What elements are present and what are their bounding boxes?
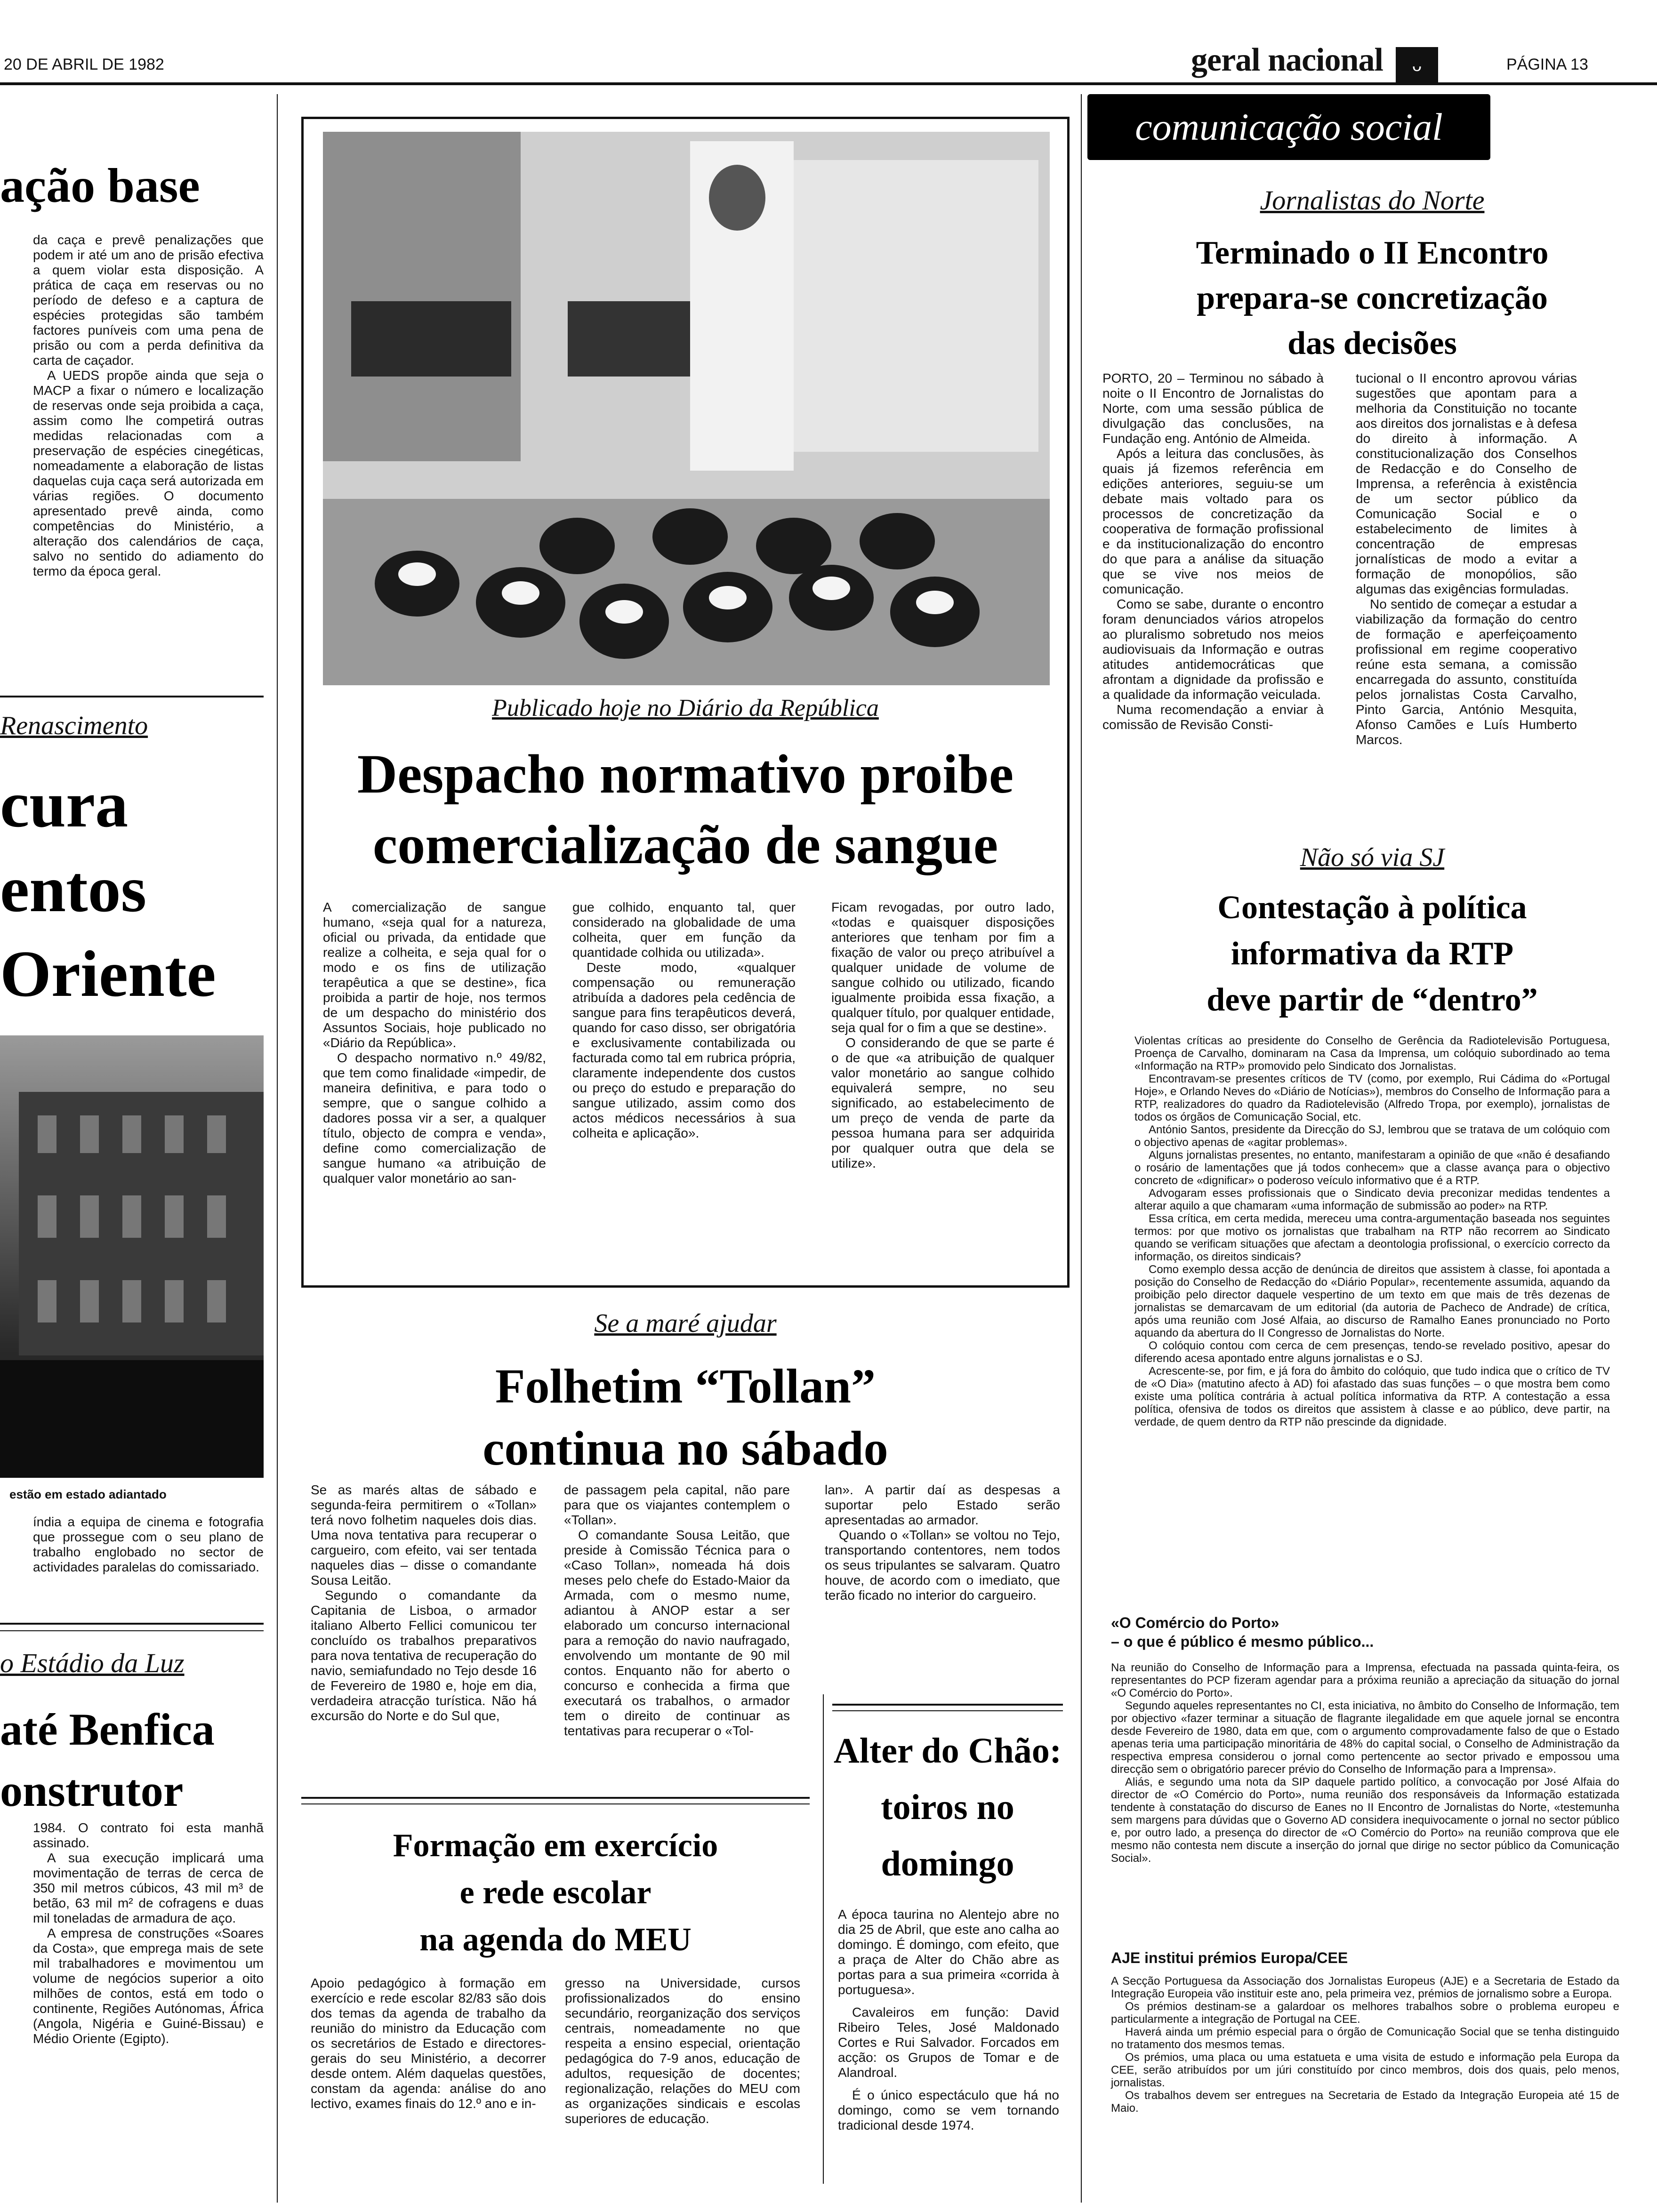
headline-line: deve partir de “dentro”: [1207, 982, 1538, 1018]
headline-line: continua no sábado: [483, 1421, 888, 1475]
blood-bags-photo: [323, 132, 1050, 685]
blood-column-1: [323, 900, 546, 1186]
headline-line: prepara-se concretização: [1197, 280, 1548, 316]
paragraph: Essa crítica, em certa medida, mereceu uma contra-argumentação baseada nos seguintes termos: por que motivo os jornalistas que trabalham na RTP não recorrem ao Sindicato quando se verificam situações que afectam a deontologia profissional, o exercício correcto da informação, os direitos sindicais?: [1134, 1212, 1610, 1263]
comsocial-column-a: [1102, 371, 1324, 732]
paragraph: A Secção Portuguesa da Associação dos Jornalistas Europeus (AJE) e a Secretaria de Estado da Integração Europeia vão instituir este ano, pela primeira vez, prémios de jornalismo sobre a Europa.: [1111, 1975, 1619, 2000]
left-body-3: [33, 1820, 264, 2046]
comsocial-banner-label: comunicação social: [1135, 105, 1443, 148]
headline-line: até Benfica: [0, 1704, 215, 1755]
left-body-1: [33, 232, 264, 579]
masthead-page-number: PÁGINA 13: [1506, 56, 1588, 73]
headline-line: das decisões: [1287, 325, 1457, 361]
headline-line: toiros no: [881, 1787, 1014, 1827]
paragraph: Segundo aqueles representantes no CI, esta iniciativa, no âmbito do Conselho de Informação, tem por objectivo «fazer terminar a situação de flagrante ilegalidade em que aquele jornal se encontra desde Fevereiro de 1980, data em que, com o argumento comprovadamente falso de que o Estado apenas teria uma participação minoritária de 48% do capital social, o Conselho de Administração da respectiva empresa considerou o jornal como pertencente ao sector privado e empossou uma direcção sem o obrigatório parecer prévio do Conselho de Informação para a Imprensa».: [1111, 1699, 1619, 1776]
tollan-kicker: Se a maré ajudar: [594, 1309, 777, 1338]
column-rule: [1081, 94, 1082, 2203]
headline-line: domingo: [881, 1844, 1014, 1883]
paragraph: A comercialização de sangue humano, «seja qual for a natureza, oficial ou privada, da entidade que realize a colheita, e seja qual for o modo e os fins de utilização terapêutica a que se destine», fica proibida a partir de hoje, nos termos de um despacho do ministério dos Assuntos Sociais, hoje publicado no «Diário da República».: [323, 900, 546, 1050]
alter-body: [838, 1907, 1059, 2133]
paragraph: Após a leitura das conclusões, às quais já fizemos referência em edições anteriores, seguiu-se um debate mais voltado para os processos de concretização da cooperativa de formação profissional e da institucionalização do encontro do que para a análise da situação que se vive nos meios de comunicação.: [1102, 446, 1324, 596]
paragraph: PORTO, 20 – Terminou no sábado à noite o II Encontro de Jornalistas do Norte, com uma sessão pública de divulgação das conclusões, na Fundação eng. António de Almeida.: [1102, 371, 1324, 446]
comsocial-kicker-1: Jornalistas do Norte: [1260, 185, 1485, 216]
tollan-column-1: [311, 1483, 537, 1723]
meu-column-1: [311, 1976, 546, 2111]
divider: [0, 1623, 264, 1625]
headline-line: Despacho normativo proibe: [357, 743, 1014, 805]
divider: [0, 696, 264, 697]
divider: [0, 1630, 264, 1631]
headline-line: Folhetim “Tollan”: [495, 1359, 876, 1413]
blood-bags-photo-image: [323, 132, 1050, 685]
paragraph: Os trabalhos devem ser entregues na Secretaria de Estado da Integração Europeia até 15 de Maio.: [1111, 2089, 1619, 2115]
building-photo-image: [0, 1035, 264, 1478]
column-rule: [277, 94, 278, 2203]
left-kicker-2: Renascimento: [0, 711, 148, 740]
paragraph: Cavaleiros em função: David Ribeiro Teles, José Maldonado Cortes e Rui Salvador. Forcados em acção: os Grupos de Tomar e de Alandroal.: [838, 2005, 1059, 2080]
paragraph: Como exemplo dessa acção de denúncia de direitos que assistem à classe, foi apontada a posição do Conselho de Redacção do «Diário Popular», recentemente assumida, aquando da proibição pelo director daquele vespertino de um texto em que mais de três dezenas de jornalistas se demarcavam de um editorial (da autoria de Pacheco de Andrade) de crítica, após uma reunião com José Alfaia, ao discurso de Ramalho Eanes pronunciado no Porto aquando da abertura do II Congresso de Jornalistas do Norte.: [1134, 1263, 1610, 1339]
left-headline-3: [0, 1699, 264, 1821]
blood-column-2: [572, 900, 796, 1141]
aje-body: [1111, 1975, 1619, 2115]
paragraph: Ficam revogadas, por outro lado, «todas e quaisquer disposições anteriores que tenham por fim a fixação de valor ou preço atribuível a qualquer unidade de volume de sangue colhido ou utilizado, ficando igualmente proibida essa fixação, a qualquer título, por qualquer entidade, seja qual for o fim a que se destine».: [831, 900, 1054, 1035]
left-headline-1: ação base: [0, 159, 200, 213]
left-kicker-3: o Estádio da Luz: [0, 1648, 185, 1678]
paragraph: Acrescente-se, por fim, e já fora do âmbito do colóquio, que tudo indica que o crítico de TV de «O Dia» (matutino afecto à AD) foi afastado das suas funções – o que mostra bem como existe uma política contrária à actual política informativa da RTP. A contestação a essa política, ofensiva de todos os direitos que assistem à classe e ao público, deve partir, na verdade, de quem dentro da RTP não prescinde da dignidade.: [1134, 1365, 1610, 1428]
headline-line: cura: [0, 768, 129, 841]
paragraph: A sua execução implicará uma movimentação de terras de cerca de 350 mil metros cúbicos, 43 mil m³ de betão, 63 mil m² de cofragens e duas mil toneladas de armadura de aço.: [33, 1851, 264, 1925]
tollan-headline: [301, 1355, 1070, 1480]
headline-line: Oriente: [0, 938, 216, 1010]
paragraph: gue colhido, enquanto tal, quer considerado na globalidade de uma colheita, quer em função da quantidade colhida ou utilizada».: [572, 900, 796, 960]
paragraph: Os prémios, uma placa ou uma estatueta e uma visita de estudo e informação pela Europa da CEE, serão atribuídos por um júri constituído por cinco membros, dois dos quais, pelo menos, jornalistas.: [1111, 2051, 1619, 2089]
headline-line: onstrutor: [0, 1765, 184, 1816]
paragraph: O considerando de que se parte é o de que «a atribuição de qualquer valor monetário ao sangue colhido equivalerá sempre, no seu significado, ao estabelecimento de um preço de venda de parte da pessoa humana para ser adquirida por qualquer outra que dela se utilize».: [831, 1035, 1054, 1170]
headline-line: na agenda do MEU: [419, 1922, 692, 1958]
paragraph: Apoio pedagógico à formação em exercício e rede escolar 82/83 são dois dos temas da agenda de trabalho da reunião do ministro da Educação com os secretários de Estado e directores-gerais do seu Ministério, a decorrer desde ontem. Além daquelas questões, constam da agenda: análise do ano lectivo, exames finais do 12.º ano e in-: [311, 1976, 546, 2111]
paragraph: O comandante Sousa Leitão, que preside à Comissão Técnica para o «Caso Tollan», nomeada há dois meses pelo chefe do Estado-Maior da Armada, com o mesmo nume, adiantou à ANOP estar a ser elaborado um concurso internacional para a remoção do navio naufragado, envolvendo um montante de 90 mil contos. Enquanto não for aberto o concurso e conhecida a firma que executará os trabalhos, o armador tem o direito de continuar as tentativas para recuperar o «Tol-: [564, 1528, 790, 1738]
paragraph: Haverá ainda um prémio especial para o órgão de Comunicação Social que se tenha distinguido no tratamento dos mesmos temas.: [1111, 2026, 1619, 2051]
rtp-body: [1134, 1034, 1610, 1428]
building-photo: [0, 1035, 264, 1478]
masthead-section: geral nacional: [1191, 42, 1383, 78]
paragraph: Numa recomendação a enviar à comissão de Revisão Consti-: [1102, 702, 1324, 732]
divider: [301, 1803, 810, 1804]
headline-line: entos: [0, 853, 147, 926]
paragraph: de passagem pela capital, não pare para que os viajantes contemplem o «Tollan».: [564, 1483, 790, 1527]
divider: [832, 1704, 1063, 1706]
tollan-column-2: [564, 1483, 790, 1739]
comsocial-headline-2: [1087, 885, 1657, 1023]
paragraph: António Santos, presidente da Direcção do SJ, lembrou que se tratava de um colóquio com o objectivo apenas de «agitar problemas».: [1134, 1123, 1610, 1149]
paragraph: tucional o II encontro aprovou várias sugestões que apontam para a melhoria da Constituição no tocante aos direitos dos jornalistas e à defesa do direito à informação. A constitucionalização dos Conselhos de Redacção e do Conselho de Imprensa, a referência à existência de um sector público da Comunicação Social e o estabelecimento de limites à concentração de empresas jornalísticas de modo a evitar a formação de monopólios, são algumas das exigências formuladas.: [1356, 371, 1577, 596]
paragraph: No sentido de começar a estudar a viabilização da formação do centro de formação e aperfeiçoamento profissional em regime cooperativo reúne esta semana, a comissão encarregada do assunto, constituída pelos jornalistas Costa Carvalho, Pinto Garcia, António Mesquita, Afonso Camões e Luís Humberto Marcos.: [1356, 597, 1577, 747]
paragraph: Advogaram esses profissionais que o Sindicato devia preconizar medidas tendentes a alterar aquilo a que chamaram «uma informação de submissão ao poder» na RTP.: [1134, 1187, 1610, 1212]
paragraph: lan». A partir daí as despesas a suportar pelo Estado serão apresentadas ao armador.: [825, 1483, 1060, 1527]
masthead-logo-icon: ᴗ: [1396, 47, 1438, 84]
paragraph: gresso na Universidade, cursos profissionalizados do ensino secundário, reorganização dos serviços centrais, nomeadamente no que respeita a ensino especial, orientação pedagógica do 7-9 anos, educação de adultos, requesição de docentes; regionalização, relações do MEU com as organizações sindicais e escolas superiores de educação.: [565, 1976, 800, 2126]
left-body-2: [33, 1515, 264, 1575]
headline-line: Alter do Chão:: [833, 1731, 1062, 1771]
blood-headline: [301, 739, 1070, 880]
comsocial-kicker-2: Não só via SJ: [1300, 843, 1445, 872]
aje-subhead: AJE institui prémios Europa/CEE: [1111, 1949, 1348, 1966]
subhead-line: «O Comércio do Porto»: [1111, 1614, 1279, 1631]
paragraph: Os prémios destinam-se a galardoar os melhores trabalhos sobre o problema europeu e particularmente a integração de Portugal na CEE.: [1111, 2000, 1619, 2026]
paragraph: da caça e prevê penalizações que podem ir até um ano de prisão efectiva a quem violar esta disposição. A prática de caça em reservas ou no período de defeso e a captura de espécies protegidas são também factores puníveis com uma pena de prisão ou com a perda definitiva da carta de caçador.: [33, 232, 264, 368]
masthead-date: 20 DE ABRIL DE 1982: [4, 56, 164, 73]
paragraph: O colóquio contou com cerca de cem presenças, tendo-se revelado positivo, apesar do diferendo acesa apontado entre alguns jornalistas e o SJ.: [1134, 1339, 1610, 1365]
column-rule: [823, 1694, 824, 2184]
paragraph: 1984. O contrato foi esta manhã assinado.: [33, 1820, 264, 1850]
paragraph: Violentas críticas ao presidente do Conselho de Gerência da Radiotelevisão Portuguesa, Proença de Carvalho, dominaram na Casa da Imprensa, um colóquio subordinado ao tema «Informação na RTP» promovido pelo Sindicato dos Jornalistas.: [1134, 1034, 1610, 1073]
paragraph: Como se sabe, durante o encontro foram denunciados vários atropelos ao pluralismo sobretudo nos meios audiovisuais da Informação e outras atitudes antidemocráticas que afrontam a dignidade da profissão e a qualidade da informação veiculada.: [1102, 597, 1324, 702]
headline-line: comercialização de sangue: [372, 814, 998, 875]
headline-line: informativa da RTP: [1231, 936, 1514, 972]
paragraph: É o único espectáculo que há no domingo, como se vem tornando tradicional desde 1974.: [838, 2088, 1059, 2132]
masthead-rule: [0, 82, 1657, 85]
headline-line: Contestação à política: [1217, 890, 1527, 926]
blood-column-3: [831, 900, 1054, 1171]
paragraph: Quando o «Tollan» se voltou no Tejo, transportando contentores, nem todos os seus tripulantes se salvaram. Quatro houve, de acordo com o imediato, que terão ficado no interior do cargueiro.: [825, 1528, 1060, 1603]
comercio-subhead: [1111, 1613, 1629, 1651]
paragraph: A empresa de construções «Soares da Costa», que emprega mais de sete mil trabalhadores e movimentou um volume de negócios superior a oito milhões de contos, está em todo o continente, Regiões Autónomas, África (Angola, Nigéria e Guiné-Bissau) e Médio Oriente (Egipto).: [33, 1926, 264, 2046]
meu-column-2: [565, 1976, 800, 2126]
headline-line: Formação em exercício: [393, 1827, 718, 1864]
comsocial-column-b: [1356, 371, 1577, 747]
comsocial-banner: [1087, 94, 1490, 160]
alter-headline: [832, 1723, 1063, 1892]
paragraph: Encontravam-se presentes críticos de TV (como, por exemplo, Rui Cádima do «Portugal Hoje», e Orlando Neves do «Diário de Notícias»), membros do Conselho de Informação para a RTP, realizadores do quadro da Radiotelevisão (Alfredo Tropa, por exemplo), jornalistas de todos os órgãos de Comunicação Social, etc.: [1134, 1073, 1610, 1123]
headline-line: e rede escolar: [459, 1875, 652, 1911]
blood-kicker: Publicado hoje no Diário da República: [492, 695, 879, 721]
paragraph: Na reunião do Conselho de Informação para a Imprensa, efectuada na passada quinta-feira, os representantes do PCP fizeram agendar para a próxima reunião a apreciação da situação do jornal «O Comércio do Porto».: [1111, 1661, 1619, 1699]
comsocial-headline-1: [1087, 231, 1657, 366]
subhead-line: – o que é público é mesmo público...: [1111, 1633, 1374, 1650]
comercio-body: [1111, 1661, 1619, 1865]
paragraph: Aliás, e segundo uma nota da SIP daquele partido político, a convocação por José Alfaia do director de «O Comércio do Porto», numa reunião dos responsáveis da Informação estatizada tendente à constatação do discurso de Eanes no II Encontro de Jornalistas do Norte, «testemunha sem margens para dúvidas que o Governo AD considera inequivocamente o jornal no sector público e, por outro lado, a presença do director de «O Comércio do Porto» na reunião comprova que ele mesmo não contesta nem discute a inserção do jornal que dirige no sector público da Comunicação Social».: [1111, 1776, 1619, 1865]
photo-caption: estão em estado adiantado: [9, 1487, 167, 1501]
paragraph: Alguns jornalistas presentes, no entanto, manifestaram a opinião de que «não é desafiando o rosário de lamentações que já todos conhecem» que a classe avança para o objectivo concreto de «dignificar» o poderoso veículo informativo que é a RTP.: [1134, 1149, 1610, 1187]
paragraph: Se as marés altas de sábado e segunda-feira permitirem o «Tollan» terá novo folhetim naqueles dois dias. Uma nova tentativa para recuperar o cargueiro, com efeito, vai ser tentada naqueles dias – disse o comandante Sousa Leitão.: [311, 1483, 537, 1587]
paragraph: índia a equipa de cinema e fotografia que prossegue com o seu plano de trabalho englobado no sector de actividades paralelas do comissariado.: [33, 1515, 264, 1574]
paragraph: O despacho normativo n.º 49/82, que tem como finalidade «impedir, de maneira definitiva, e para todo o sempre, que o sangue colhido a dadores possa vir a ser, a qualquer título, objecto de compra e venda», define como comercialização de sangue humano «a atribuição de qualquer valor monetário ao san-: [323, 1050, 546, 1186]
tollan-column-3: [825, 1483, 1060, 1603]
headline-line: Terminado o II Encontro: [1196, 235, 1549, 271]
meu-headline: [301, 1822, 810, 1964]
left-headline-2: [0, 762, 264, 1017]
paragraph: A época taurina no Alentejo abre no dia 25 de Abril, que este ano calha ao domingo. É domingo, com efeito, que a praça de Alter do Chão abre as portas para a sua primeira «corrida à portuguesa».: [838, 1907, 1059, 1997]
divider: [832, 1710, 1063, 1711]
divider: [301, 1797, 810, 1799]
paragraph: Deste modo, «qualquer compensação ou remuneração atribuída a dadores pela cedência de sangue para fins terapêuticos deverá, quando for caso disso, ser obrigatória e exclusivamente contabilizada ou facturada como tal em rubrica própria, claramente independente dos custos ou preço do estudo e preparação do sangue utilizado, assim como dos actos médicos necessários à sua colheita e aplicação».: [572, 960, 796, 1140]
paragraph: A UEDS propõe ainda que seja o MACP a fixar o número e localização de reservas onde seja proibida a caça, assim como lhe competirá outras medidas relacionadas com a preservação de espécies cinegéticas, nomeadamente a elaboração de listas daquelas cuja caça será autorizada em várias regiões. O documento apresentado prevê ainda, como competências do Ministério, a alteração dos calendários de caça, salvo no sentido do adiamento do termo da época geral.: [33, 368, 264, 578]
paragraph: Segundo o comandante da Capitania de Lisboa, o armador italiano Alberto Fellici comunicou ter concluído os trabalhos preparativos para nova tentativa de recuperação do navio, semiafundado no Tejo desde 16 de Fevereiro de 1980 e, hoje em dia, verdadeira atracção turística. Não há excursão do Norte e do Sul que,: [311, 1588, 537, 1723]
